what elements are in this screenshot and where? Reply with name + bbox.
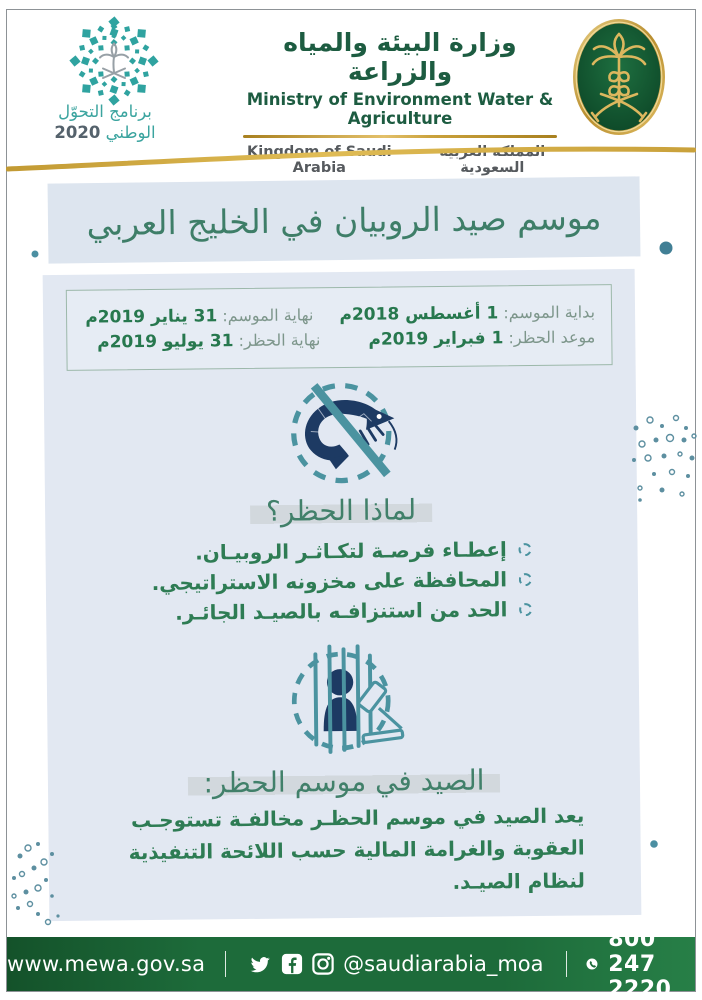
ban-start: موعد الحظر: 1 فبراير 2019م	[368, 327, 596, 350]
instagram-icon	[312, 953, 334, 975]
call-center-icon	[586, 952, 598, 976]
dates-row-2	[83, 327, 595, 352]
phone-block	[586, 927, 695, 1000]
dates-row-1	[83, 302, 595, 327]
deco-dot-cluster-bottom-left	[8, 836, 78, 928]
ntp-2020-logo-icon	[55, 16, 173, 112]
twitter-icon	[246, 953, 272, 975]
gold-divider	[243, 135, 557, 138]
ministry-name-arabic: وزارة البيئة والمياه والزراعة	[283, 28, 517, 86]
ntp-year: 2020	[54, 122, 101, 142]
ministry-name-english: Ministry of Environment Water & Agriculture	[246, 90, 554, 128]
kingdom-arabic: المملكة العربية السعودية	[439, 143, 546, 176]
facebook-icon	[281, 953, 303, 975]
reasons-list	[151, 531, 532, 631]
deco-dot-cluster-right	[626, 410, 702, 510]
ntp-line2: الوطني 2020	[54, 122, 156, 142]
season-end: نهاية الموسم: 31 يناير 2019م	[85, 305, 314, 328]
dates-box	[66, 284, 613, 371]
ban-end: نهاية الحظر: 31 يوليو 2019م	[97, 330, 321, 353]
season-start: بداية الموسم: 1 أغسطس 2018م	[339, 302, 596, 326]
phone-number: 800 247 2220	[608, 926, 672, 1000]
no-shrimp-fishing-icon	[265, 375, 416, 493]
reason-item: المحافظة على مخزونه الاستراتيجي.	[152, 567, 533, 595]
footer-divider	[566, 951, 567, 977]
reason-item: إعطـاء فرصـة لتكـاثـر الروبيـان.	[151, 537, 532, 565]
deco-dot-small-right	[648, 838, 660, 850]
dashed-circle-bullet-icon	[519, 603, 532, 616]
footer-bar	[7, 926, 695, 1000]
jail-penalty-icon	[267, 638, 418, 764]
ban-season-text: يعد الصيد في موسم الحظـر مخالفـة تستوجـب العقوبة والغرامة المالية حسب اللائحة التنفيذية لنظام الصيـد.	[128, 803, 586, 894]
kingdom-english: Kingdom of Saudi Arabia	[247, 143, 392, 176]
header	[7, 10, 695, 176]
dashed-circle-bullet-icon	[519, 573, 532, 586]
social-block	[246, 952, 545, 976]
title-banner	[48, 176, 641, 263]
poster-title: موسم صيد الروبيان في الخليج العربي	[86, 197, 602, 243]
ntp-2020-label	[35, 102, 175, 143]
main-card	[43, 269, 642, 921]
footer-divider	[225, 951, 226, 977]
reason-item: الحد من استنزافـه بالصيـد الجائـر.	[152, 597, 533, 625]
gold-swoosh-line	[6, 139, 696, 179]
ntp-line1: برنامج التحوّل	[58, 102, 152, 121]
ban-season-heading: الصيد في موسم الحظر:	[187, 763, 500, 799]
why-ban-heading: لماذا الحظر؟	[250, 493, 432, 528]
deco-dot-large	[658, 240, 674, 256]
deco-dot-small	[30, 249, 40, 259]
dashed-circle-bullet-icon	[519, 543, 532, 556]
social-handle: @saudiarabia_moa	[343, 952, 544, 976]
website-url: www.mewa.gov.sa	[7, 952, 206, 976]
ministry-emblem-icon	[569, 14, 669, 150]
